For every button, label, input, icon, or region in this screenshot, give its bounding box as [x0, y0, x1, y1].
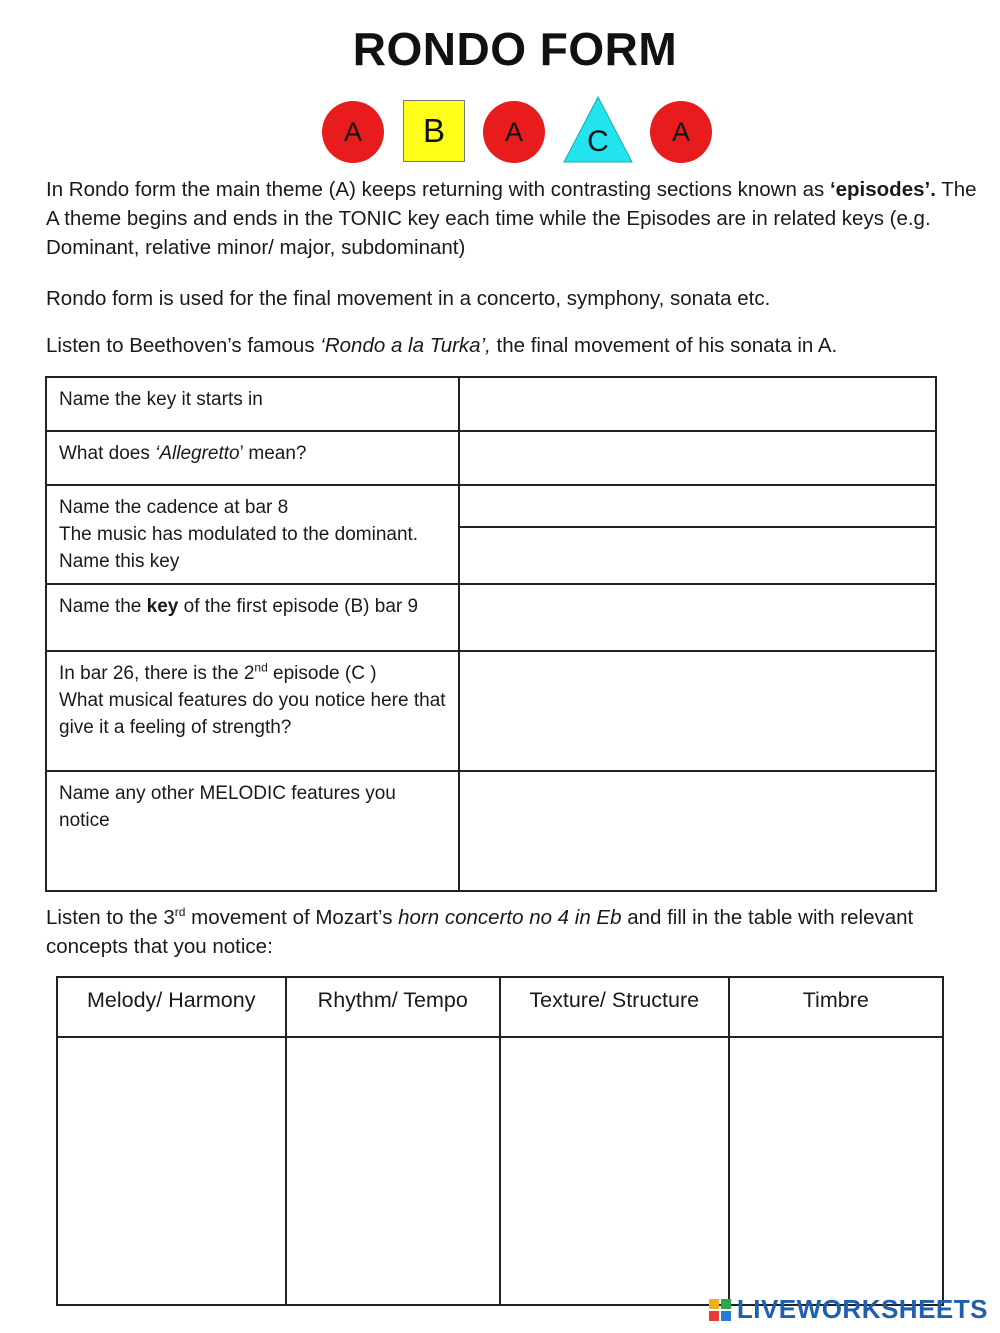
table-row — [57, 1037, 943, 1305]
q4-bold: key — [146, 596, 179, 617]
q5-sup: nd — [254, 660, 268, 675]
table-row — [46, 584, 936, 651]
listen1-italic: ‘Rondo a la Turka’, — [320, 334, 491, 357]
section-a-circle — [483, 101, 545, 163]
section-b-square — [403, 100, 465, 162]
q4-text-2: of the first episode (B) bar 9 — [178, 596, 419, 617]
logo-text: LIVEWORKSHEETS — [736, 1294, 988, 1324]
column-header: Rhythm/ Tempo — [286, 977, 501, 1037]
page-title: RONDO FORM — [352, 23, 678, 75]
question-cell — [46, 584, 459, 651]
answer-cell[interactable] — [500, 1037, 729, 1305]
listen1-text-2: the final movement of his sonata in A. — [490, 334, 838, 357]
q3a-text: Name the cadence at bar 8 — [59, 497, 289, 518]
answer-cell[interactable] — [460, 526, 935, 580]
column-header: Melody/ Harmony — [57, 977, 286, 1037]
answer-cell[interactable] — [460, 486, 935, 526]
section-a-circle — [650, 101, 712, 163]
q2-italic: ‘Allegretto — [155, 443, 240, 464]
table-row — [46, 485, 936, 584]
answer-cell[interactable] — [286, 1037, 501, 1305]
question-cell: Name the key it starts in — [46, 377, 459, 431]
shape-label: B — [422, 112, 445, 149]
intro-text-2: The A theme begins and ends in the TONIC key each time while the Episodes are in related keys (e.g. Dominant, relative minor/ major, subdominant) — [46, 178, 977, 259]
beethoven-question-table — [45, 376, 937, 892]
listen2-italic: horn concerto no 4 in Eb — [398, 906, 622, 929]
intro-bold: ‘episodes’. — [829, 178, 936, 201]
q2-text: What does — [59, 443, 156, 464]
answer-cell-split — [459, 485, 936, 584]
answer-cell[interactable] — [459, 584, 936, 651]
intro-text: In Rondo form the main theme (A) keeps returning with contrasting sections known as — [46, 178, 830, 201]
column-header: Timbre — [729, 977, 943, 1037]
listen2-sup: rd — [174, 905, 186, 920]
question-cell: Name any other MELODIC features you notice — [46, 771, 459, 891]
answer-cell[interactable] — [459, 431, 936, 485]
q2-text-2: ’ mean? — [239, 443, 307, 464]
q4-text: Name the — [59, 596, 147, 617]
shape-label: A — [343, 116, 362, 147]
q3b-text: The music has modulated to the dominant. Name this key — [59, 524, 419, 572]
concepts-table — [56, 976, 944, 1306]
listen-mozart — [46, 903, 980, 961]
listen2-text-3: and fill in the table with relevant concepts that you notice: — [46, 906, 914, 958]
liveworksheets-logo — [709, 1294, 988, 1325]
listen2-text: Listen to the 3 — [46, 906, 175, 929]
shape-label: A — [504, 116, 523, 147]
shape-label: C — [587, 125, 609, 158]
listen1-text: Listen to Beethoven’s famous — [46, 334, 321, 357]
answer-cell[interactable] — [459, 377, 936, 431]
table-header-row — [57, 977, 943, 1037]
q5-text: In bar 26, there is the 2 — [59, 663, 255, 684]
q5-line2: What musical features do you notice here that give it a feeling of strength? — [59, 690, 446, 738]
table-row — [46, 377, 936, 431]
section-c-triangle — [562, 95, 634, 165]
q5-text-2: episode (C ) — [267, 663, 377, 684]
question-cell — [46, 651, 459, 771]
listen-beethoven — [46, 331, 980, 360]
answer-cell[interactable] — [459, 771, 936, 891]
shape-label: A — [671, 116, 690, 147]
section-a-circle — [322, 101, 384, 163]
listen2-text-2: movement of Mozart’s — [185, 906, 399, 929]
question-cell — [46, 485, 459, 584]
question-cell — [46, 431, 459, 485]
table-row — [46, 651, 936, 771]
intro-paragraph — [46, 175, 980, 262]
answer-cell[interactable] — [57, 1037, 286, 1305]
table-row — [46, 771, 936, 891]
answer-cell[interactable] — [459, 651, 936, 771]
table-row — [46, 431, 936, 485]
answer-cell[interactable] — [729, 1037, 943, 1305]
usage-paragraph: Rondo form is used for the final movement in a concerto, symphony, sonata etc. — [46, 287, 771, 310]
liveworksheets-logo-icon — [709, 1299, 731, 1321]
column-header: Texture/ Structure — [500, 977, 729, 1037]
